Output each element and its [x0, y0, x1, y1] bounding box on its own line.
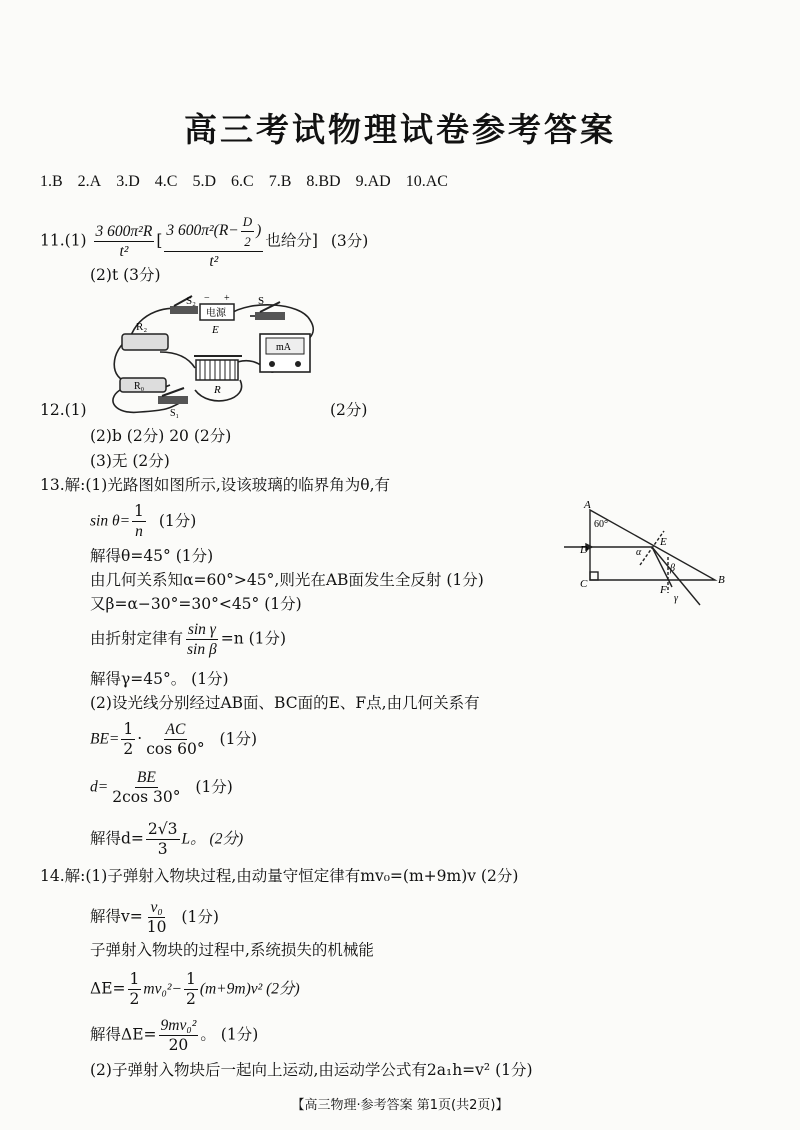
q13-alpha: 由几何关系知α=60°>45°,则光在AB面发生全反射 (1分) — [90, 571, 484, 589]
label-f-point: F — [660, 584, 667, 596]
q13-theta: 解得θ=45° (1分) — [90, 547, 214, 565]
q13-part2: (2)设光线分别经过AB面、BC面的E、F点,由几何关系有 — [90, 694, 480, 712]
q14-intro: 14.解:(1)子弹射入物块过程,由动量守恒定律有mv₀=(m+9m)v (2分) — [40, 867, 519, 885]
q13-refraction: 由折射定律有 $\frac{\text{sin γ}}{\text{sin β}}$ =n (1分) — [90, 621, 287, 658]
answer-item: 4.C — [154, 173, 178, 190]
switch-s2 — [170, 306, 198, 314]
q11-line1: 11.(1) $\frac{\text{3 600π²R}}{\text{t²}}$ [ 3 600π²(R− $\frac{D}{2}$ ) t² 也给分] (3分) — [40, 214, 369, 270]
q12-line1-number: 12.(1) — [40, 401, 87, 419]
q11-frac-num: 3 600π²R — [95, 223, 153, 240]
label-c: C — [580, 578, 588, 590]
answer-item: 5.D — [192, 173, 217, 190]
prism-triangle — [590, 510, 715, 580]
q14-delta-e: ΔE= $\frac{1}{2}$ mv₀²− $\frac{1}{2}$ (m+9m)v² (2分) — [90, 970, 300, 1008]
q11-frac-den: t² — [119, 243, 129, 260]
label-s2: S₂ — [186, 295, 196, 307]
answer-item: 7.B — [268, 173, 292, 190]
label-e-point: E — [660, 536, 667, 548]
label-e: E — [212, 324, 219, 336]
svg-text:−: − — [204, 293, 210, 304]
svg-text:+: + — [224, 293, 230, 304]
q14-loss: 子弹射入物块的过程中,系统损失的机械能 — [90, 941, 374, 959]
q13-be: BE= $\frac{1}{2}$ · $\frac{AC}{\cos 60^\circ}$ (1分) — [90, 720, 257, 758]
resistor-r2 — [122, 334, 168, 350]
label-s: S — [258, 295, 265, 307]
q14-delta-e-result: 解得ΔE= $\frac{\text{9mv₀²}}{20}$ 。 (1分) — [90, 1017, 259, 1054]
q11-fraction — [94, 222, 155, 261]
q13-intro: 13.解:(1)光路图如图所示,设该玻璃的临界角为θ,有 — [40, 476, 391, 494]
switch-s1 — [158, 396, 188, 404]
q14-part2: (2)子弹射入物块后一起向上运动,由运动学公式有2a₁h=v² (1分) — [90, 1061, 533, 1079]
label-beta: β — [670, 563, 675, 574]
label-gamma: γ — [674, 593, 678, 604]
label-s1: S₁ — [170, 408, 180, 419]
switch-s — [255, 312, 285, 320]
answer-item: 9.AD — [355, 173, 391, 190]
q13-d: d= $\frac{BE}{2\cos 30^\circ}$ (1分) — [90, 769, 233, 806]
choice-answers — [40, 173, 459, 191]
label-r0: R₀ — [134, 381, 145, 392]
answer-item: 3.D — [116, 173, 140, 190]
q11-number: 11.(1) — [40, 231, 87, 250]
page-title: 高三考试物理试卷参考答案 — [184, 110, 616, 149]
q12-line1-score: (2分) — [330, 401, 368, 419]
answer-item: 2.A — [77, 173, 102, 190]
answer-item: 8.BD — [306, 173, 341, 190]
label-r: R — [214, 384, 221, 396]
svg-text:电源: 电源 — [206, 308, 226, 319]
q13-d-result: 解得d= $\frac{2√3}{3}$ L。 (2分) — [90, 820, 244, 858]
label-a: A — [584, 499, 591, 511]
label-ma: mA — [276, 342, 291, 353]
q13-sin-theta: sin θ= $\frac{1}{n}$ (1分) — [90, 502, 197, 540]
q11-alt-fraction — [164, 212, 263, 271]
q12-line2: (2)b (2分) 20 (2分) — [90, 427, 232, 445]
q13-gamma: 解得γ=45°。 (1分) — [90, 670, 229, 688]
answer-item: 10.AC — [405, 173, 448, 190]
label-r2: R₂ — [136, 321, 148, 333]
q14-v: 解得v= $\frac{\text{v₀}}{10}$ (1分) — [90, 899, 219, 936]
q11-alt-num: 3 600π²(R− $\frac{D}{2}$ ) — [164, 212, 263, 252]
q11-alt-note: 也给分] — [265, 231, 318, 250]
answer-item: 1.B — [40, 173, 63, 190]
q11-alt-den: t² — [209, 253, 219, 270]
page-footer: 【高三物理·参考答案 第1页(共2页)】 — [291, 1098, 509, 1113]
label-alpha: α — [636, 547, 642, 558]
label-d: D — [580, 544, 588, 556]
rheostat-r — [196, 360, 238, 380]
q12-line3: (3)无 (2分) — [90, 452, 170, 470]
wire — [160, 352, 195, 368]
q13-beta: 又β=α−30°=30°<45° (1分) — [90, 595, 302, 613]
answer-item: 6.C — [231, 173, 254, 190]
q11-part2: (2)t (3分) — [90, 266, 161, 284]
optics-figure — [560, 495, 740, 610]
q11-score: (3分) — [330, 231, 369, 250]
label-b: B — [718, 574, 725, 586]
label-60deg: 60° — [594, 519, 608, 530]
circuit-diagram — [100, 290, 340, 420]
